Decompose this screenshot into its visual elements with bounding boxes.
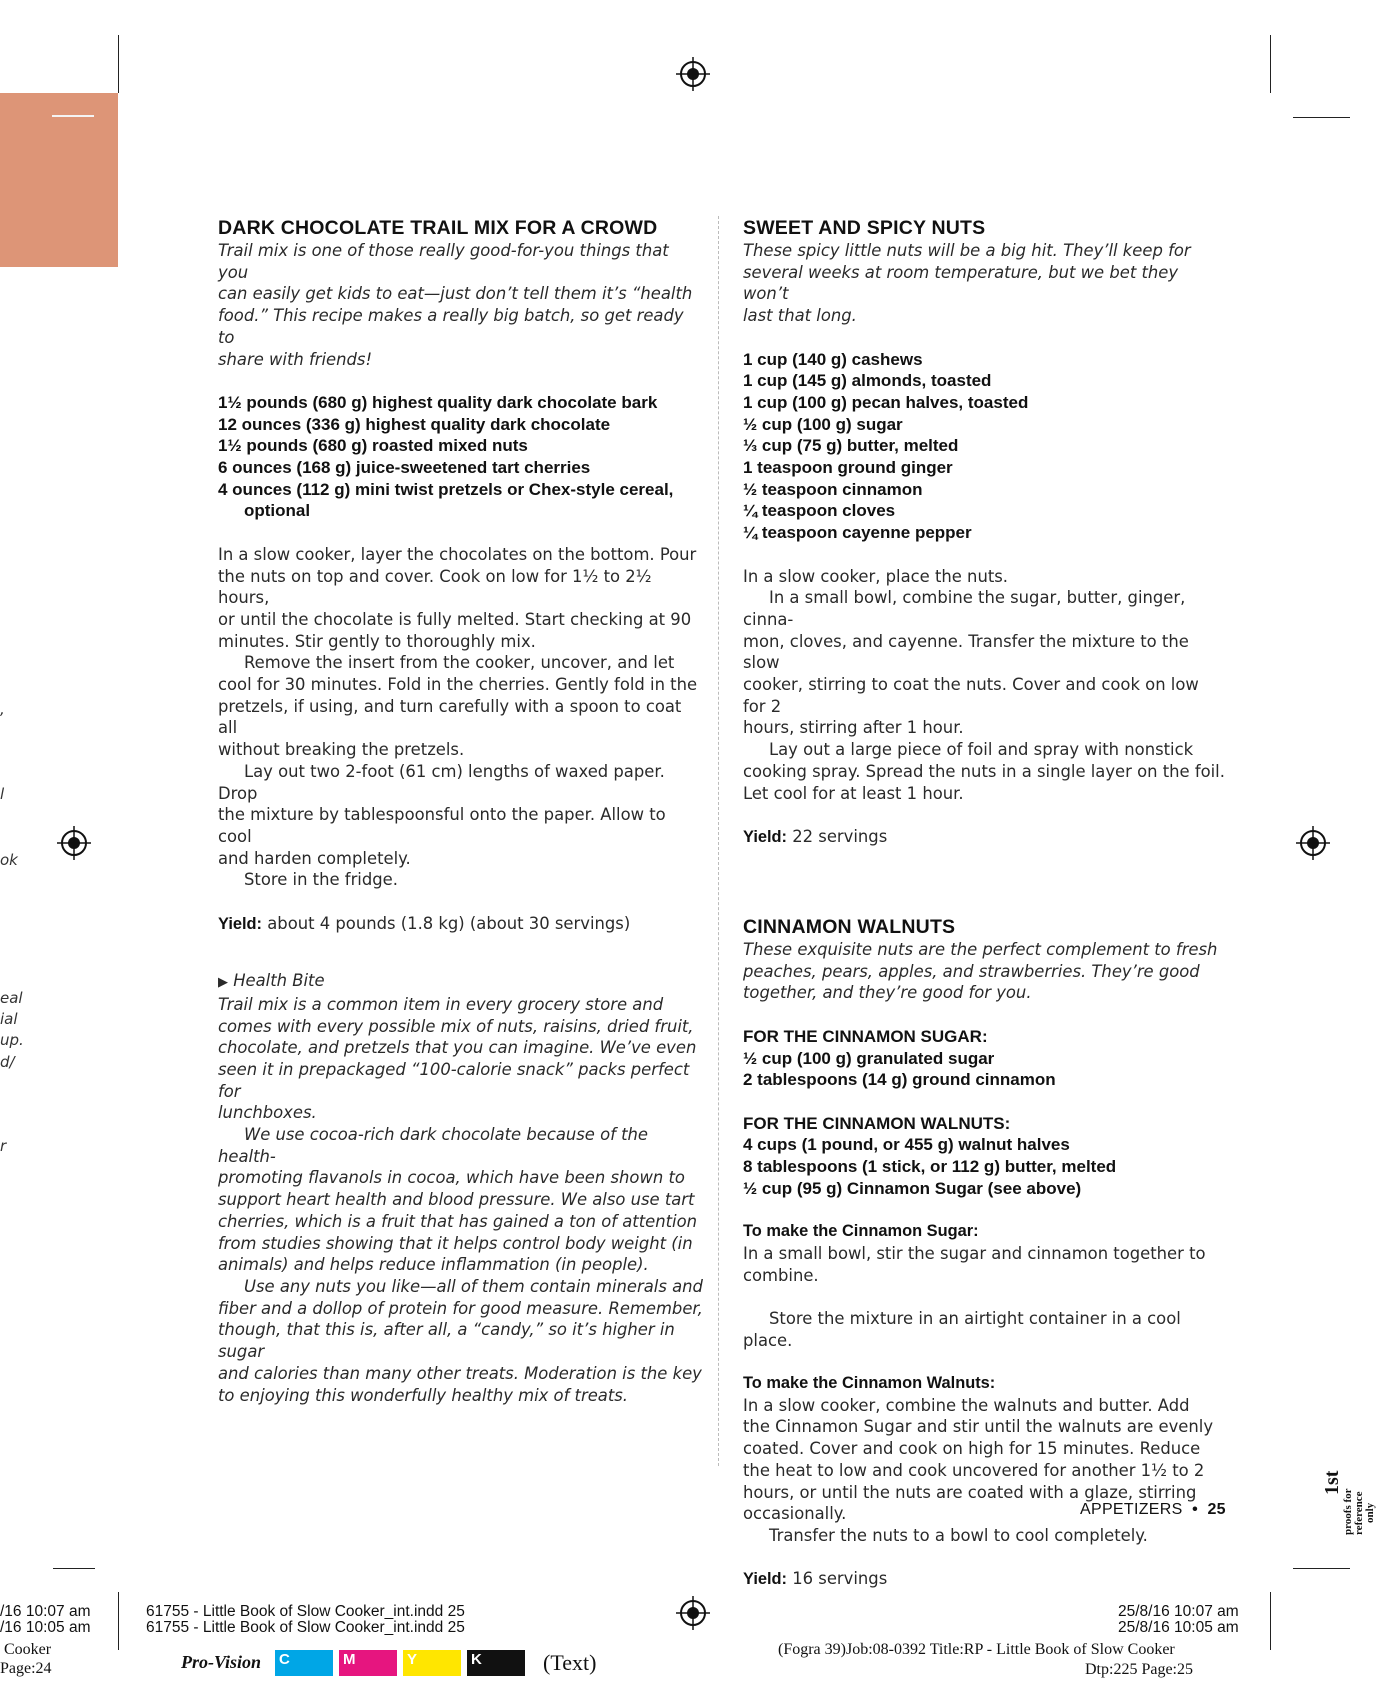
method-line: hours, stirring after 1 hour. xyxy=(743,718,964,738)
ingredient: 12 ounces (336 g) highest quality dark chocolate xyxy=(218,414,611,434)
method-line: Transfer the nuts to a bowl to cool completely. xyxy=(769,1525,1148,1545)
health-bite-line: We use cocoa-rich dark chocolate because of the health- xyxy=(218,1125,649,1166)
method-line: combine. xyxy=(743,1265,819,1285)
method-line: In a slow cooker, layer the chocolates on the bottom. Pour xyxy=(218,544,697,564)
method-line: cooking spray. Spread the nuts in a single layer on the foil. xyxy=(743,761,1225,781)
method-line: minutes. Stir gently to thoroughly mix. xyxy=(218,631,536,651)
page-footer xyxy=(1080,1501,1226,1519)
method-line: Lay out two 2-foot (61 cm) lengths of waxed paper. Drop xyxy=(218,761,665,803)
ingredient: 8 tablespoons (1 stick, or 112 g) butter, melted xyxy=(743,1157,1117,1177)
yield-value: 16 servings xyxy=(787,1569,888,1589)
recipe-method xyxy=(218,544,704,891)
margin-fragment: l xyxy=(0,785,5,803)
intro-line: Trail mix is one of those really good-for-you things that you xyxy=(218,241,669,282)
method-line: Remove the insert from the cooker, uncover, and let xyxy=(244,653,675,673)
health-bite-line: Use any nuts you like—all of them contain minerals and xyxy=(244,1276,703,1296)
method-line: Let cool for at least 1 hour. xyxy=(743,783,964,803)
ingredient: ⅓ cup (75 g) butter, melted xyxy=(743,436,959,456)
intro-line: share with friends! xyxy=(218,349,373,369)
crop-mark-right-top xyxy=(1293,117,1350,118)
health-bite-line: support heart health and blood pressure. We also use tart xyxy=(218,1190,695,1210)
page-number: 25 xyxy=(1207,1501,1226,1518)
ingredient: 2 tablespoons (14 g) ground cinnamon xyxy=(743,1070,1056,1090)
method-line: without breaking the pretzels. xyxy=(218,740,465,760)
recipe-intro xyxy=(743,939,1225,1004)
health-bite-line: to enjoying this wonderfully healthy mix of treats. xyxy=(218,1385,629,1405)
ingredient-list xyxy=(743,1026,1225,1200)
health-bite-line: from studies showing that it helps control body weight (in xyxy=(218,1233,693,1253)
method-line: or until the chocolate is fully melted. Start checking at 90 xyxy=(218,609,692,629)
registration-mark-left xyxy=(57,826,91,860)
recipe-title: DARK CHOCOLATE TRAIL MIX FOR A CROWD xyxy=(218,217,658,239)
registration-mark-bottom xyxy=(676,1596,710,1630)
method-line: pretzels, if using, and turn carefully with a spoon to coat all xyxy=(218,696,682,738)
ingredient-wrap: optional xyxy=(244,501,311,521)
margin-fragment: r xyxy=(0,1137,7,1155)
column-divider xyxy=(718,216,719,1466)
health-bite-line: though, that this is, after all, a “candy,” so it’s higher in sugar xyxy=(218,1320,675,1362)
health-bite-line: chocolate, and pretzels that you can imagine. We’ve even xyxy=(218,1038,697,1058)
margin-fragment: ial xyxy=(0,1010,18,1028)
health-bite-line: fiber and a dollop of protein for good measure. Remember, xyxy=(218,1298,703,1318)
swatch-yellow xyxy=(403,1650,461,1676)
slug-date-right: 25/8/16 10:05 am xyxy=(1118,1619,1239,1636)
slug-file-name: 61755 - Little Book of Slow Cooker_int.indd 25 xyxy=(146,1619,465,1636)
ingredient-subheading: FOR THE CINNAMON SUGAR: xyxy=(743,1026,988,1046)
swatch-magenta xyxy=(339,1650,397,1676)
ingredient: 1½ pounds (680 g) highest quality dark chocolate bark xyxy=(218,392,658,412)
ingredient: ¼ teaspoon cayenne pepper xyxy=(743,523,972,543)
ingredient: 1 teaspoon ground ginger xyxy=(743,458,953,478)
crop-mark-right-bottom xyxy=(1293,1568,1350,1569)
slug-date-right: 25/8/16 10:07 am xyxy=(1118,1603,1239,1620)
ingredient: ½ cup (95 g) Cinnamon Sugar (see above) xyxy=(743,1178,1082,1198)
intro-line: last that long. xyxy=(743,306,857,326)
method-line: Lay out a large piece of foil and spray with nonstick xyxy=(769,740,1194,760)
proof-big-text: 1st xyxy=(1321,1470,1343,1495)
method-line: occasionally. xyxy=(743,1504,847,1524)
proof-small-text: proofs for xyxy=(1342,1488,1354,1535)
method-line: and harden completely. xyxy=(218,848,411,868)
swatch-cyan xyxy=(275,1650,333,1676)
footer-section: APPETIZERS xyxy=(1080,1501,1183,1518)
ingredient: 1 cup (140 g) cashews xyxy=(743,349,923,369)
proof-stamp xyxy=(1318,1425,1378,1535)
health-bite-line: animals) and helps reduce inflammation (in people). xyxy=(218,1255,649,1275)
proof-small-text: reference xyxy=(1353,1491,1365,1535)
recipe-yield xyxy=(218,913,704,936)
recipe-yield xyxy=(743,826,1225,849)
slug-dtp-line: Dtp:225 Page:25 xyxy=(1085,1661,1193,1678)
ingredient: 1 cup (100 g) pecan halves, toasted xyxy=(743,392,1029,412)
intro-line: These exquisite nuts are the perfect complement to fresh xyxy=(743,940,1218,960)
step-heading: To make the Cinnamon Walnuts: xyxy=(743,1374,996,1392)
health-bite-body xyxy=(218,994,704,1406)
health-bite-line: Trail mix is a common item in every grocery store and xyxy=(218,994,664,1014)
swatch-label: C xyxy=(279,1651,290,1668)
margin-fragment: ok xyxy=(0,851,18,869)
method-line: the mixture by tablespoonsful onto the paper. Allow to cool xyxy=(218,805,666,846)
triangle-icon: ▶ xyxy=(218,975,228,991)
intro-line: food.” This recipe makes a really big batch, so get ready to xyxy=(218,306,684,347)
health-bite-title: Health Bite xyxy=(233,971,325,991)
intro-line: peaches, pears, apples, and strawberries. They’re good xyxy=(743,961,1200,981)
proof-small-text: only xyxy=(1364,1502,1376,1523)
method-line: the heat to low and cook uncovered for another 1½ to 2 xyxy=(743,1460,1205,1480)
intro-line: can easily get kids to eat—just don’t tell them it’s “health xyxy=(218,284,693,304)
crop-mark-bottom-left xyxy=(118,1592,119,1650)
ingredient-subheading: FOR THE CINNAMON WALNUTS: xyxy=(743,1113,1011,1133)
ingredient: ½ cup (100 g) sugar xyxy=(743,414,903,434)
chapter-color-tab xyxy=(0,93,118,267)
method-line: In a small bowl, combine the sugar, butter, ginger, cinna- xyxy=(743,588,1186,629)
health-bite-heading xyxy=(218,970,704,994)
ingredient: 4 cups (1 pound, or 455 g) walnut halves xyxy=(743,1135,1070,1155)
slug-file-name: 61755 - Little Book of Slow Cooker_int.indd 25 xyxy=(146,1603,465,1620)
recipe-title: CINNAMON WALNUTS xyxy=(743,916,956,939)
recipes-right-column xyxy=(743,216,1225,1591)
registration-mark-right xyxy=(1296,826,1330,860)
registration-mark-top xyxy=(676,57,710,91)
ingredient-list xyxy=(743,349,1225,544)
step-heading: To make the Cinnamon Sugar: xyxy=(743,1222,979,1241)
intro-line: several weeks at room temperature, but we bet they won’t xyxy=(743,262,1179,304)
margin-fragment: eal xyxy=(0,989,23,1007)
recipe-trail-mix xyxy=(218,216,704,1406)
slug-left-cut: Page:24 xyxy=(0,1660,52,1677)
recipe-method xyxy=(743,566,1225,805)
method-line: the Cinnamon Sugar and stir until the walnuts are evenly xyxy=(743,1417,1214,1437)
crop-mark-top-right xyxy=(1270,35,1271,93)
method-line: Store the mixture in an airtight container in a cool place. xyxy=(743,1308,1181,1350)
ingredient: 6 ounces (168 g) juice-sweetened tart cherries xyxy=(218,458,591,478)
recipe-intro xyxy=(743,240,1225,327)
ingredient: 1 cup (145 g) almonds, toasted xyxy=(743,371,992,391)
ingredient: 4 ounces (112 g) mini twist pretzels or Chex-style cereal, xyxy=(218,479,674,499)
provision-logo: Pro-Vision xyxy=(181,1652,262,1672)
method-line: coated. Cover and cook on high for 15 minutes. Reduce xyxy=(743,1439,1201,1459)
method-line: hours, or until the nuts are coated with a glaze, stirring xyxy=(743,1482,1197,1502)
slug-job-line: (Fogra 39)Job:08-0392 Title:RP - Little Book of Slow Cooker xyxy=(778,1641,1175,1658)
intro-line: together, and they’re good for you. xyxy=(743,983,1032,1003)
health-bite-line: comes with every possible mix of nuts, raisins, dried fruit, xyxy=(218,1016,694,1036)
health-bite-line: seen it in prepackaged “100-calorie snack” packs perfect for xyxy=(218,1059,690,1101)
ingredient-list xyxy=(218,392,704,522)
crop-mark-bottom-right xyxy=(1270,1592,1271,1650)
yield-value: about 4 pounds (1.8 kg) (about 30 servings) xyxy=(262,913,631,933)
ingredient: ½ teaspoon cinnamon xyxy=(743,479,923,499)
swatch-label: Y xyxy=(407,1651,418,1668)
ingredient: ½ cup (100 g) granulated sugar xyxy=(743,1048,995,1068)
slug-left-cut: Cooker xyxy=(4,1641,52,1658)
recipe-intro xyxy=(218,240,704,370)
method-line: Store in the fridge. xyxy=(244,870,398,890)
method-line: mon, cloves, and cayenne. Transfer the mixture to the slow xyxy=(743,631,1189,673)
tab-mark xyxy=(52,115,94,117)
margin-fragment: d/ xyxy=(0,1053,15,1071)
health-bite-line: and calories than many other treats. Moderation is the key xyxy=(218,1363,702,1383)
slug-text-tag: (Text) xyxy=(543,1650,597,1675)
recipe-yield xyxy=(743,1568,1225,1591)
swatch-label: M xyxy=(343,1651,356,1668)
yield-value: 22 servings xyxy=(787,826,888,846)
health-bite-line: promoting flavanols in cocoa, which have been shown to xyxy=(218,1168,685,1188)
method-line: the nuts on top and cover. Cook on low for 1½ to 2½ hours, xyxy=(218,566,652,608)
method-line: In a small bowl, stir the sugar and cinnamon together to xyxy=(743,1243,1206,1263)
recipe-title: SWEET AND SPICY NUTS xyxy=(743,217,986,239)
crop-mark-top-left xyxy=(118,35,119,93)
yield-label: Yield: xyxy=(218,914,263,933)
method-line: In a slow cooker, combine the walnuts and butter. Add xyxy=(743,1395,1190,1415)
crop-mark-left-bottom xyxy=(53,1568,95,1569)
margin-fragment: , xyxy=(0,700,5,718)
health-bite-line: lunchboxes. xyxy=(218,1103,317,1123)
method-line: In a slow cooker, place the nuts. xyxy=(743,566,1009,586)
margin-fragment: up. xyxy=(0,1031,24,1049)
ingredient: 1½ pounds (680 g) roasted mixed nuts xyxy=(218,436,528,456)
method-line: cooker, stirring to coat the nuts. Cover and cook on low for 2 xyxy=(743,675,1199,716)
method-line: cool for 30 minutes. Fold in the cherries. Gently fold in the xyxy=(218,675,698,695)
swatch-black xyxy=(467,1650,525,1676)
slug-date-left: /16 10:07 am xyxy=(0,1603,91,1620)
intro-line: These spicy little nuts will be a big hit. They’ll keep for xyxy=(743,241,1191,260)
swatch-label: K xyxy=(471,1651,482,1668)
yield-label: Yield: xyxy=(743,827,788,846)
footer-bullet: • xyxy=(1192,1501,1198,1518)
yield-label: Yield: xyxy=(743,1570,788,1589)
health-bite-line: cherries, which is a fruit that has gained a ton of attention xyxy=(218,1211,698,1231)
ingredient: ¼ teaspoon cloves xyxy=(743,501,896,521)
slug-date-left: /16 10:05 am xyxy=(0,1619,91,1636)
